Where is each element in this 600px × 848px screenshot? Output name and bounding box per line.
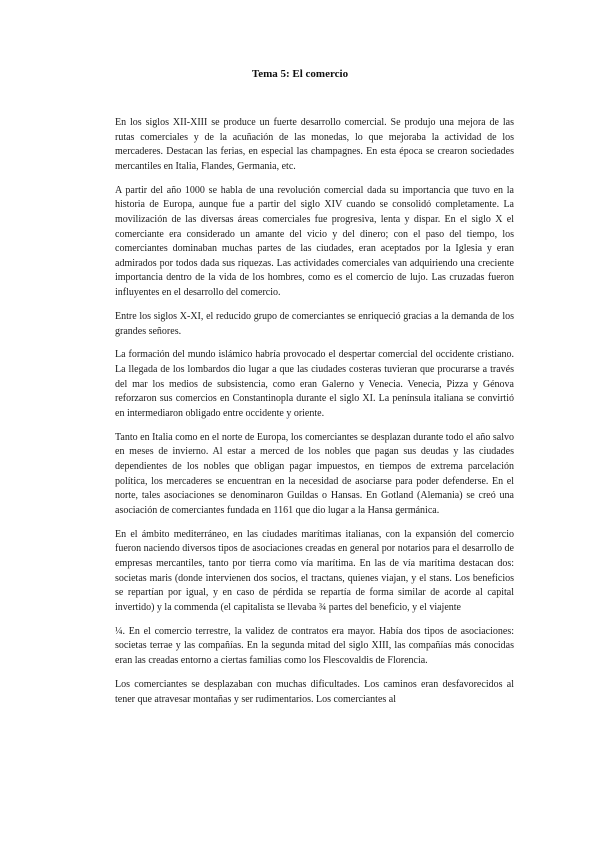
paragraph: ¼. En el comercio terrestre, la validez de contratos era mayor. Había dos tipos de asociaciones: societas terrae y las compañías. En la segunda mitad del siglo XIII, las compañías más conocidas eran las creadas entorno a ciertas familias como los Flescovaldis de Florencia.: [115, 625, 514, 666]
paragraph: Entre los siglos X-XI, el reducido grupo de comerciantes se enriqueció gracias a la demanda de los grandes señores.: [115, 310, 514, 337]
paragraph: A partir del año 1000 se habla de una revolución comercial dada su importancia que tuvo en la historia de Europa, aunque fue a partir del siglo XIV cuando se consolidó completamente. La movilización de las diversas áreas comerciales fue progresiva, lenta y dispar. En el siglo X el comerciante era considerado un amante del vicio y del dinero; con el paso del tiempo, los comerciantes dominaban muchas partes de las ciudades, eran aceptados por la Iglesia y eran admirados por todos dada sus riquezas. Las actividades comerciales van adquiriendo una creciente importancia dentro de la vida de los hombres, como es el comercio de lujo. Las cruzadas fueron influyentes en el desarrollo del comercio.: [115, 184, 514, 298]
paragraph: La formación del mundo islámico habría provocado el despertar comercial del occidente cristiano. La llegada de los lombardos dio lugar a que las ciudades costeras tuvieran que procurarse a través del mar los medios de subsistencia, como eran Galerno y Venecia. Venecia, Pizza y Génova reforzaron sus comercios en Constantinopla durante el siglo XI. La península italiana se convirtió en intermediaron obligado entre occidente y oriente.: [115, 349, 514, 419]
paragraph: Los comerciantes se desplazaban con muchas dificultades. Los caminos eran desfavorecidos al tener que atravesar montañas y ser rudimentarios. Los comerciantes al: [115, 678, 514, 705]
document-body: [115, 116, 514, 717]
document-title: Tema 5: El comercio: [251, 68, 349, 80]
paragraph: Tanto en Italia como en el norte de Europa, los comerciantes se desplazan durante todo el año salvo en meses de invierno. Al estar a merced de los nobles que pagan sus deudas y las ciudades dependientes de los nobles que obligan pagar impuestos, en tiempos de extrema parcelación política, los mercaderes se encuentran en la necesidad de asociarse para poder defenderse. En el norte, tales asociaciones se denominaron Guildas o Hansas. En Gotland (Alemania) se creó una asociación de comerciantes fundada en 1161 que dio lugar a la Hansa germánica.: [115, 431, 514, 516]
paragraph: En los siglos XII-XIII se produce un fuerte desarrollo comercial. Se produjo una mejora de las rutas comerciales y de la acuñación de las monedas, lo que mejoraba la actividad de los mercaderes. Destacan las ferias, en especial las champagnes. En esta época se crearon sociedades mercantiles en Italia, Flandes, Germania, etc.: [115, 117, 514, 172]
paragraph: En el ámbito mediterráneo, en las ciudades marítimas italianas, con la expansión del comercio fueron naciendo diversos tipos de asociaciones creadas en general por notarios para el desarrollo de empresas mercantiles, tanto por tierra como vía marítima. En las de vía marítima destacan dos: societas maris (donde intervienen dos socios, el tractans, quienes viajan, y el stans. Los beneficios se repartían por igual, y en caso de pérdida se repartía de forma similar de acorde al capital invertido) y la commenda (el capitalista se llevaba ¾ partes del beneficio, y el viajente: [115, 528, 514, 613]
